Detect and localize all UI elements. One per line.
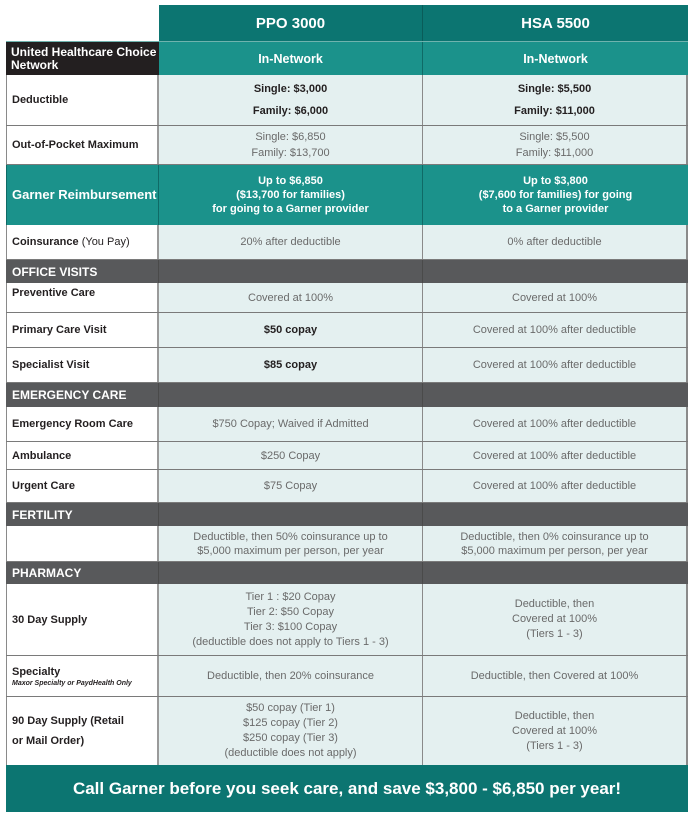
garner-label: Garner Reimbursement (6, 165, 159, 225)
hsa-value (423, 697, 688, 765)
table-row (6, 470, 688, 503)
oop-ppo-single: Single: $6,850 (255, 131, 326, 143)
deductible-hsa-single: Single: $5,500 (517, 83, 592, 95)
deductible-hsa (423, 75, 688, 125)
coinsurance-label: Coinsurance (12, 236, 79, 248)
hsa-value (423, 584, 688, 655)
section-title: EMERGENCY CARE (6, 383, 159, 407)
network-hsa: In-Network (423, 42, 688, 75)
coinsurance-hsa: 0% after deductible (423, 225, 688, 259)
fertility-hsa-line: Deductible, then 0% coinsurance up to (460, 530, 649, 543)
network-label: United Healthcare Choice Network (6, 42, 159, 75)
hsa-value: Covered at 100% after deductible (423, 313, 688, 347)
ppo-value: $75 Copay (159, 470, 423, 502)
hsa-value: Deductible, then Covered at 100% (423, 656, 688, 696)
footer-text: Call Garner before you seek care, and save $3,800 - $6,850 per year! (72, 778, 622, 798)
fertility-ppo (159, 526, 423, 561)
row-label: Specialty (12, 665, 61, 678)
coinsurance-label-suffix: (You Pay) (81, 236, 130, 248)
hsa-line: Deductible, then (514, 598, 595, 610)
ppo-value: $50 copay (159, 313, 423, 347)
row-label: Ambulance (6, 442, 159, 469)
deductible-ppo (159, 75, 423, 125)
plan-header-ppo: PPO 3000 (159, 5, 423, 41)
plan-comparison-table (6, 5, 688, 765)
hsa-line: (Tiers 1 - 3) (526, 628, 583, 640)
garner-hsa-line: to a Garner provider (502, 203, 609, 215)
garner-reimbursement-row (6, 165, 688, 225)
oop-ppo (159, 126, 423, 164)
ppo-value: $85 copay (159, 348, 423, 382)
table-row (6, 283, 688, 313)
oop-label: Out-of-Pocket Maximum (6, 126, 159, 164)
deductible-label: Deductible (6, 75, 159, 125)
garner-hsa-line: ($7,600 for families) for going (478, 189, 633, 201)
row-label: or Mail Order) (12, 735, 85, 747)
garner-ppo-line: for going to a Garner provider (212, 203, 369, 215)
section-title: FERTILITY (6, 503, 159, 526)
row-label: Urgent Care (6, 470, 159, 502)
hsa-value: Covered at 100% after deductible (423, 470, 688, 502)
row-label: 30 Day Supply (6, 584, 159, 655)
row-label: Specialist Visit (6, 348, 159, 382)
ppo-value (159, 697, 423, 765)
hsa-value: Covered at 100% (423, 283, 688, 312)
ppo-value: $750 Copay; Waived if Admitted (159, 407, 423, 441)
pharmacy-90-day-row (6, 697, 688, 765)
specialty-note: Maxor Specialty or PaydHealth Only (12, 679, 132, 687)
section-header-office-visits (6, 260, 688, 283)
oop-hsa-single: Single: $5,500 (519, 131, 590, 143)
network-ppo: In-Network (159, 42, 423, 75)
ppo-line: (deductible does not apply to Tiers 1 - 3) (192, 635, 389, 648)
section-header-emergency-care (6, 383, 688, 407)
garner-hsa-line: Up to $3,800 (523, 175, 588, 187)
oop-hsa-family: Family: $11,000 (515, 147, 594, 159)
ppo-value: Deductible, then 20% coinsurance (159, 656, 423, 696)
hsa-line: Covered at 100% (512, 613, 597, 625)
ppo-value: Covered at 100% (159, 283, 423, 312)
hsa-line: (Tiers 1 - 3) (526, 739, 583, 752)
ppo-line: Tier 3: $100 Copay (243, 620, 338, 633)
row-label-cell (6, 697, 159, 765)
table-row (6, 442, 688, 470)
ppo-line: $50 copay (Tier 1) (246, 702, 335, 714)
section-header-fertility (6, 503, 688, 526)
hsa-value: Covered at 100% after deductible (423, 407, 688, 441)
garner-ppo-line: Up to $6,850 (258, 175, 323, 187)
specialty-label-cell (6, 656, 159, 696)
ppo-line: (deductible does not apply) (224, 747, 357, 759)
ppo-value: $250 Copay (159, 442, 423, 469)
fertility-hsa (423, 526, 688, 561)
ppo-line: Tier 2: $50 Copay (246, 605, 335, 618)
fertility-hsa-line: $5,000 maximum per person, per year (461, 544, 648, 557)
pharmacy-specialty-row (6, 656, 688, 697)
footer-banner (6, 765, 688, 812)
coinsurance-row (6, 225, 688, 260)
plan-header-hsa: HSA 5500 (423, 5, 688, 41)
row-label: Emergency Room Care (6, 407, 159, 441)
fertility-ppo-line: $5,000 maximum per person, per year (197, 544, 384, 557)
coinsurance-label-cell (6, 225, 159, 259)
ppo-line: Tier 1 : $20 Copay (245, 590, 336, 603)
hsa-value: Covered at 100% after deductible (423, 442, 688, 469)
hsa-value: Covered at 100% after deductible (423, 348, 688, 382)
deductible-ppo-single: Single: $3,000 (253, 83, 328, 95)
pharmacy-30-day-row (6, 584, 688, 656)
garner-ppo-line: ($13,700 for families) (236, 189, 345, 201)
fertility-row (6, 526, 688, 562)
oop-row (6, 126, 688, 165)
garner-ppo (159, 165, 423, 225)
ppo-line: $125 copay (Tier 2) (243, 717, 338, 729)
deductible-hsa-family: Family: $11,000 (514, 105, 595, 117)
header-blank-cell (6, 5, 159, 41)
plan-header-row (6, 5, 688, 41)
row-label: Primary Care Visit (6, 313, 159, 347)
garner-hsa (423, 165, 688, 225)
oop-ppo-family: Family: $13,700 (251, 147, 330, 159)
section-title: OFFICE VISITS (6, 260, 159, 283)
fertility-ppo-line: Deductible, then 50% coinsurance up to (193, 530, 388, 543)
section-title: PHARMACY (6, 562, 159, 584)
row-label: Preventive Care (6, 283, 159, 312)
hsa-line: Covered at 100% (512, 724, 597, 737)
deductible-row (6, 75, 688, 126)
coinsurance-ppo: 20% after deductible (159, 225, 423, 259)
oop-hsa (423, 126, 688, 164)
section-header-pharmacy (6, 562, 688, 584)
row-label: 90 Day Supply (Retail (12, 715, 124, 727)
table-row (6, 348, 688, 383)
table-row (6, 407, 688, 442)
fertility-label-blank (6, 526, 159, 561)
table-row (6, 313, 688, 348)
network-row (6, 41, 688, 75)
hsa-line: Deductible, then (514, 709, 595, 722)
ppo-value (159, 584, 423, 655)
ppo-line: $250 copay (Tier 3) (243, 732, 338, 744)
deductible-ppo-family: Family: $6,000 (252, 105, 329, 117)
